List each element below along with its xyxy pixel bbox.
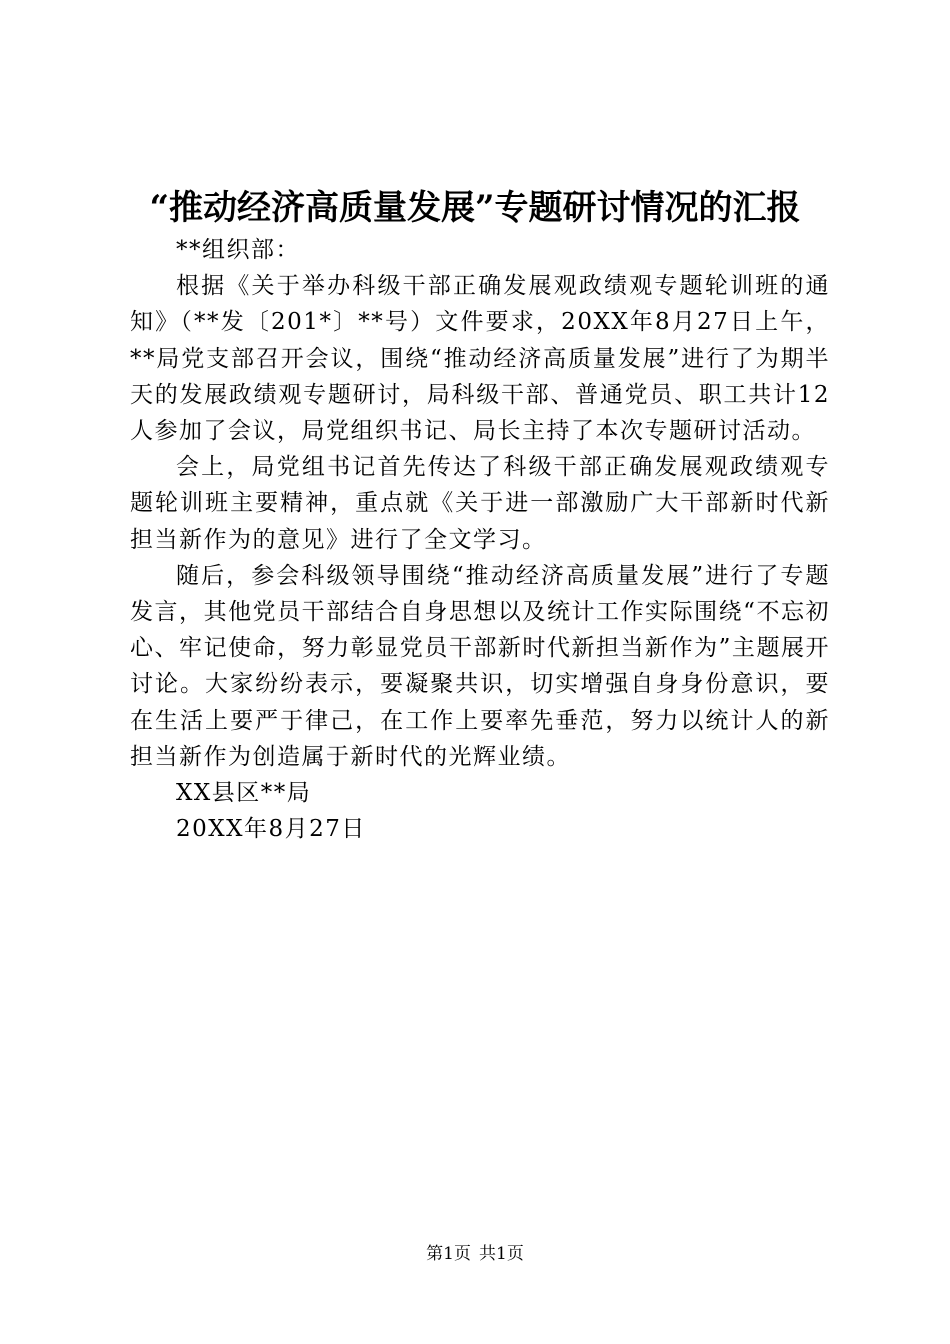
salutation: **组织部：	[176, 237, 300, 263]
document-body	[130, 232, 830, 847]
paragraph-1: 根据《关于举办科级干部正确发展观政绩观专题轮训班的通知》（**发〔201*〕**号）文件要求，20XX年8月27日上午，**局党支部召开会议，围绕“推动经济高质量发展”进行了为期半天的发展政绩观专题研讨，局科级干部、普通党员、职工共计12人参加了会议，局党组织书记、局长主持了本次专题研讨活动。	[130, 273, 830, 445]
signature-date: 20XX年8月27日	[176, 816, 366, 843]
document-title: “推动经济高质量发展”专题研讨情况的汇报	[149, 188, 801, 228]
page-total: 共1页	[479, 1244, 524, 1264]
page-footer	[0, 1242, 950, 1266]
page-number: 第1页	[426, 1244, 471, 1264]
signature-organization: XX县区**局	[176, 780, 312, 807]
paragraph-2: 会上，局党组书记首先传达了科级干部正确发展观政绩观专题轮训班主要精神，重点就《关于进一部激励广大干部新时代新担当新作为的意见》进行了全文学习。	[130, 454, 830, 553]
paragraph-3: 随后，参会科级领导围绕“推动经济高质量发展”进行了专题发言，其他党员干部结合自身思想以及统计工作实际围绕“不忘初心、牢记使命，努力彰显党员干部新时代新担当新作为”主题展开讨论。大家纷纷表示，要凝聚共识，切实增强自身身份意识，要在生活上要严于律己，在工作上要率先垂范，努力以统计人的新担当新作为创造属于新时代的光辉业绩。	[130, 562, 830, 770]
